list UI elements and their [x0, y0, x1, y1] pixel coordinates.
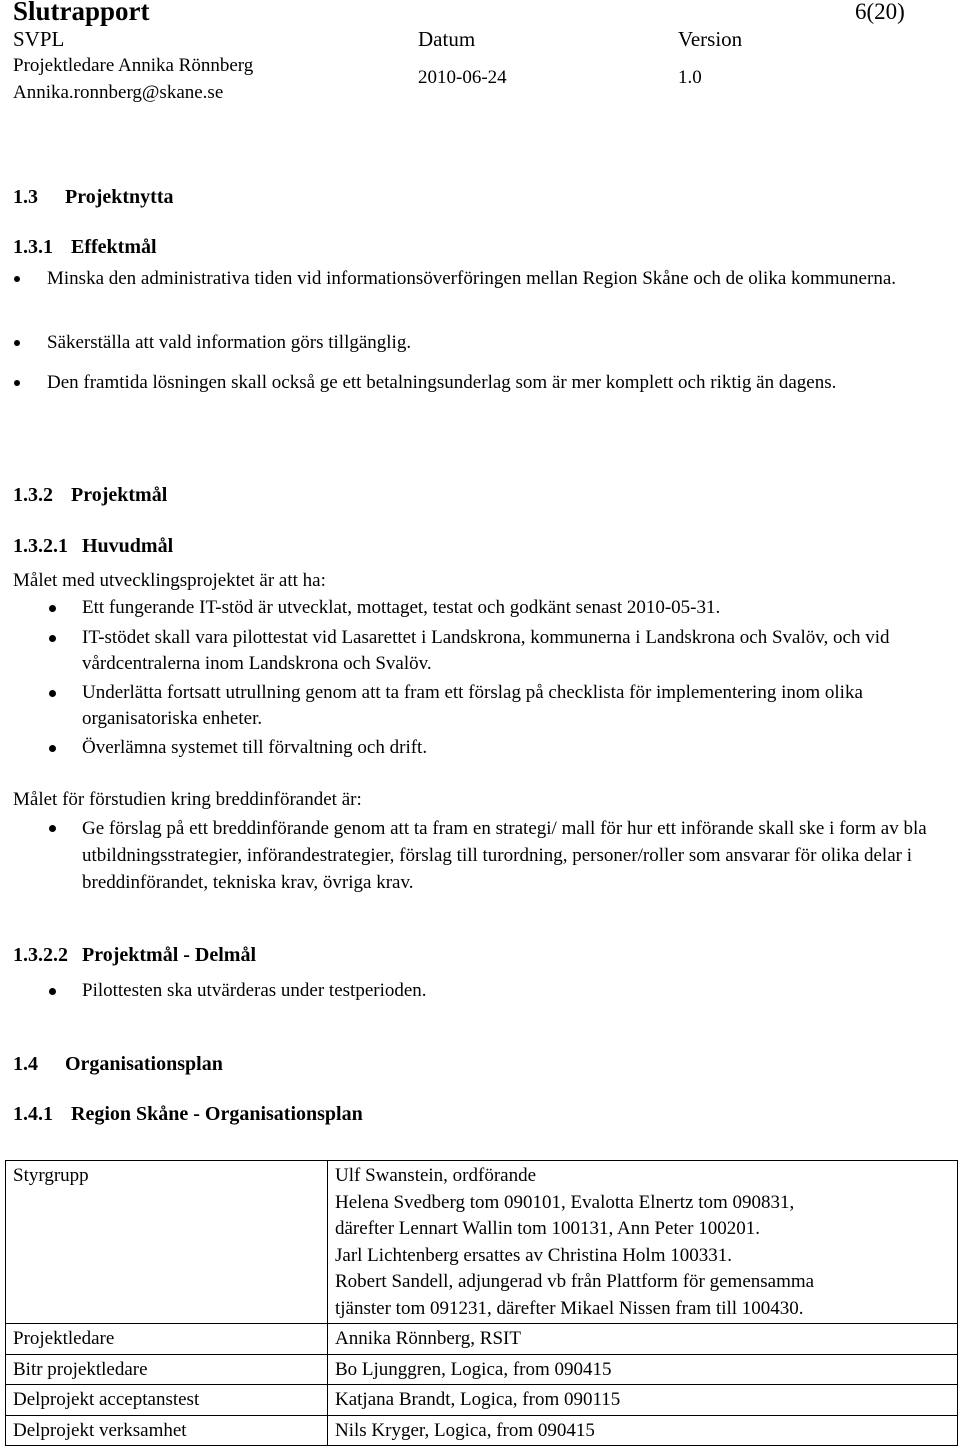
list-item: Överlämna systemet till förvaltning och drift.	[82, 735, 952, 762]
organisation-table	[5, 1160, 958, 1446]
role-cell: Delprojekt verksamhet	[6, 1415, 328, 1446]
section-number: 1.3.2.1	[13, 535, 68, 557]
section-1-3-2-1-heading	[13, 535, 173, 558]
section-number: 1.4.1	[13, 1103, 53, 1125]
forstudie-intro: Målet för förstudien kring breddinförandet är:	[13, 789, 362, 810]
role-cell: Styrgrupp	[6, 1161, 328, 1324]
section-1-3-2-2-heading	[13, 944, 256, 967]
members-cell: Ulf Swanstein, ordförande Helena Svedberg tom 090101, Evalotta Elnertz tom 090831, därefter Lennart Wallin tom 100131, Ann Peter 100201. Jarl Lichtenberg ersattes av Christina Holm 100331. Robert Sandell, adjungerad vb från Plattform för gemensamma tjänster tom 091231, därefter Mikael Nissen fram till 100430.	[328, 1161, 958, 1324]
bullet-icon	[49, 745, 56, 752]
huvudmal-list	[82, 595, 952, 761]
bullet-icon	[49, 825, 56, 832]
section-number: 1.4	[13, 1053, 38, 1075]
section-title: Huvudmål	[82, 535, 174, 557]
header-project-leader: Projektledare Annika Rönnberg	[13, 55, 254, 76]
list-item: Säkerställa att vald information görs tillgänglig.	[47, 330, 952, 370]
section-title: Projektmål	[71, 484, 168, 506]
section-number: 1.3.2.2	[13, 944, 68, 966]
bullet-icon	[14, 340, 20, 346]
section-1-3-heading	[13, 186, 174, 209]
role-cell: Projektledare	[6, 1324, 328, 1355]
delmal-list	[82, 978, 952, 1005]
page-number: 6(20)	[855, 0, 905, 24]
header-email: Annika.ronnberg@skane.se	[13, 82, 224, 103]
list-item: Underlätta fortsatt utrullning genom att ta fram ett förslag på checklista för implementering inom olika organisatoriska enheter.	[82, 680, 952, 733]
list-item: Ge förslag på ett breddinförande genom att ta fram en strategi/ mall för hur ett införande skall ske i form av bla utbildningsstrategier, införandestrategier, förslag till turordning, personer/roller som ansvarar för olika delar i breddinförandet, tekniska krav, övriga krav.	[82, 815, 952, 896]
members-cell: Nils Kryger, Logica, from 090415	[328, 1415, 958, 1446]
role-cell: Bitr projektledare	[6, 1354, 328, 1385]
list-item: Ett fungerande IT-stöd är utvecklat, mottaget, testat och godkänt senast 2010-05-31.	[82, 595, 952, 622]
bullet-icon	[49, 605, 56, 612]
header-date-label: Datum	[418, 27, 476, 51]
list-item: Pilottesten ska utvärderas under testperioden.	[82, 978, 952, 1005]
bullet-icon	[14, 380, 20, 386]
section-title: Organisationsplan	[65, 1053, 223, 1075]
list-item: Den framtida lösningen skall också ge ett betalningsunderlag som är mer komplett och riktig än dagens.	[47, 370, 952, 397]
list-item: Minska den administrativa tiden vid informationsöverföringen mellan Region Skåne och de olika kommunerna.	[47, 266, 952, 330]
members-cell: Annika Rönnberg, RSIT	[328, 1324, 958, 1355]
section-1-3-1-heading	[13, 236, 157, 259]
header-date-value: 2010-06-24	[418, 67, 507, 88]
section-1-4-1-heading	[13, 1103, 363, 1126]
section-title: Effektmål	[71, 236, 157, 258]
section-number: 1.3.1	[13, 236, 53, 258]
header-org: SVPL	[13, 27, 65, 51]
section-number: 1.3	[13, 186, 38, 208]
table-row	[6, 1385, 958, 1416]
section-title: Region Skåne - Organisationsplan	[71, 1103, 363, 1125]
section-number: 1.3.2	[13, 484, 53, 506]
bullet-icon	[49, 690, 56, 697]
table-row	[6, 1161, 958, 1324]
document-title: Slutrapport	[13, 0, 150, 26]
forstudie-list	[82, 815, 952, 896]
role-cell: Delprojekt acceptanstest	[6, 1385, 328, 1416]
members-cell: Bo Ljunggren, Logica, from 090415	[328, 1354, 958, 1385]
members-cell: Katjana Brandt, Logica, from 090115	[328, 1385, 958, 1416]
bullet-icon	[49, 635, 56, 642]
section-title: Projektnytta	[65, 186, 174, 208]
header-version-value: 1.0	[678, 67, 702, 88]
huvudmal-intro: Målet med utvecklingsprojektet är att ha:	[13, 570, 326, 591]
bullet-icon	[14, 276, 20, 282]
table-row	[6, 1354, 958, 1385]
section-1-4-heading	[13, 1053, 223, 1076]
section-title: Projektmål - Delmål	[82, 944, 257, 966]
table-row	[6, 1324, 958, 1355]
header-version-label: Version	[678, 27, 743, 51]
table-row	[6, 1415, 958, 1446]
section-1-3-2-heading	[13, 484, 167, 507]
effektmal-list	[47, 266, 952, 397]
bullet-icon	[49, 988, 56, 995]
list-item: IT-stödet skall vara pilottestat vid Lasarettet i Landskrona, kommunerna i Landskrona och Svalöv, och vid vårdcentralerna inom Landskrona och Svalöv.	[82, 625, 952, 678]
